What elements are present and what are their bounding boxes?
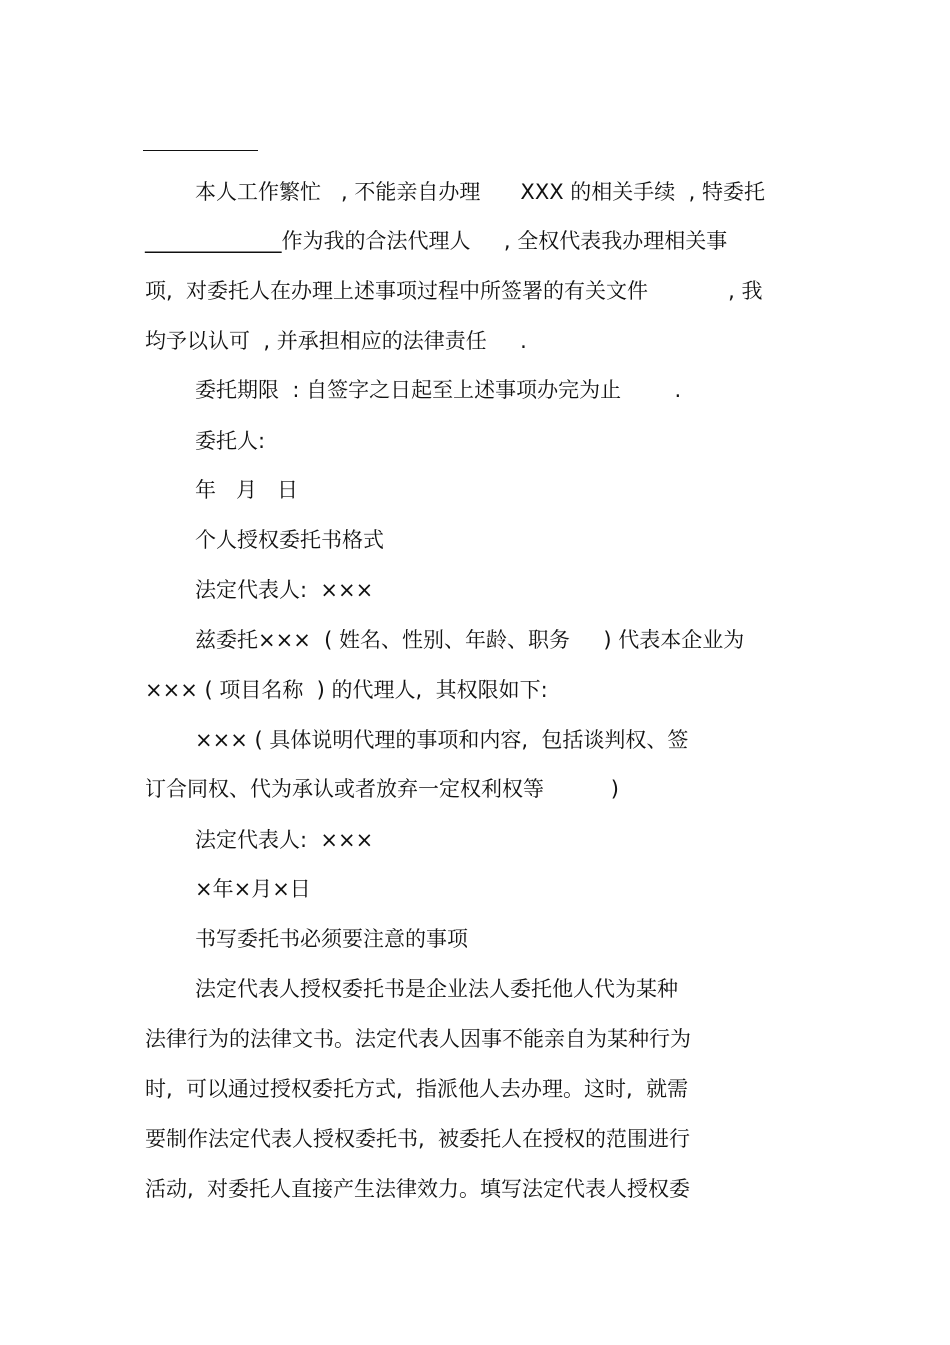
- text-line: 均予以认可 , 并承担相应的法律责任 .: [145, 329, 527, 353]
- text-line: ××× ( 项目名称 ) 的代理人, 其权限如下:: [145, 678, 548, 702]
- section-heading: 书写委托书必须要注意的事项: [195, 927, 468, 951]
- text-line: 时, 可以通过授权委托方式, 指派他人去办理。这时, 就需: [145, 1077, 689, 1101]
- text-line: 法定代表人: ×××: [195, 828, 374, 852]
- text-line: 兹委托××× ( 姓名、性别、年龄、职务 ) 代表本企业为: [195, 628, 745, 652]
- text-line: 法定代表人: ×××: [195, 578, 374, 602]
- top-rule: [143, 150, 258, 151]
- text-line: _____________作为我的合法代理人 , 全权代表我办理相关事: [145, 229, 728, 253]
- text-line: 要制作法定代表人授权委托书, 被委托人在授权的范围进行: [145, 1127, 691, 1151]
- text-line: 委托期限 : 自签字之日起至上述事项办完为止 .: [195, 378, 682, 402]
- section-heading: 个人授权委托书格式: [195, 528, 384, 552]
- text-line: 年 月 日: [195, 478, 299, 502]
- text-line: 项, 对委托人在办理上述事项过程中所签署的有关文件 , 我: [145, 279, 763, 303]
- text-line: 法定代表人授权委托书是企业法人委托他人代为某种: [195, 977, 678, 1001]
- text-line: 活动, 对委托人直接产生法律效力。填写法定代表人授权委: [145, 1177, 691, 1201]
- text-line: ××× ( 具体说明代理的事项和内容, 包括谈判权、签: [195, 728, 689, 752]
- text-line: 本人工作繁忙 , 不能亲自办理 XXX 的相关手续 , 特委托: [195, 180, 765, 204]
- text-line: ×年×月×日: [195, 877, 311, 901]
- text-line: 订合同权、代为承认或者放弃一定权利权等 ): [145, 777, 619, 801]
- text-line: 委托人:: [195, 429, 266, 453]
- text-line: 法律行为的法律文书。法定代表人因事不能亲自为某种行为: [145, 1027, 691, 1051]
